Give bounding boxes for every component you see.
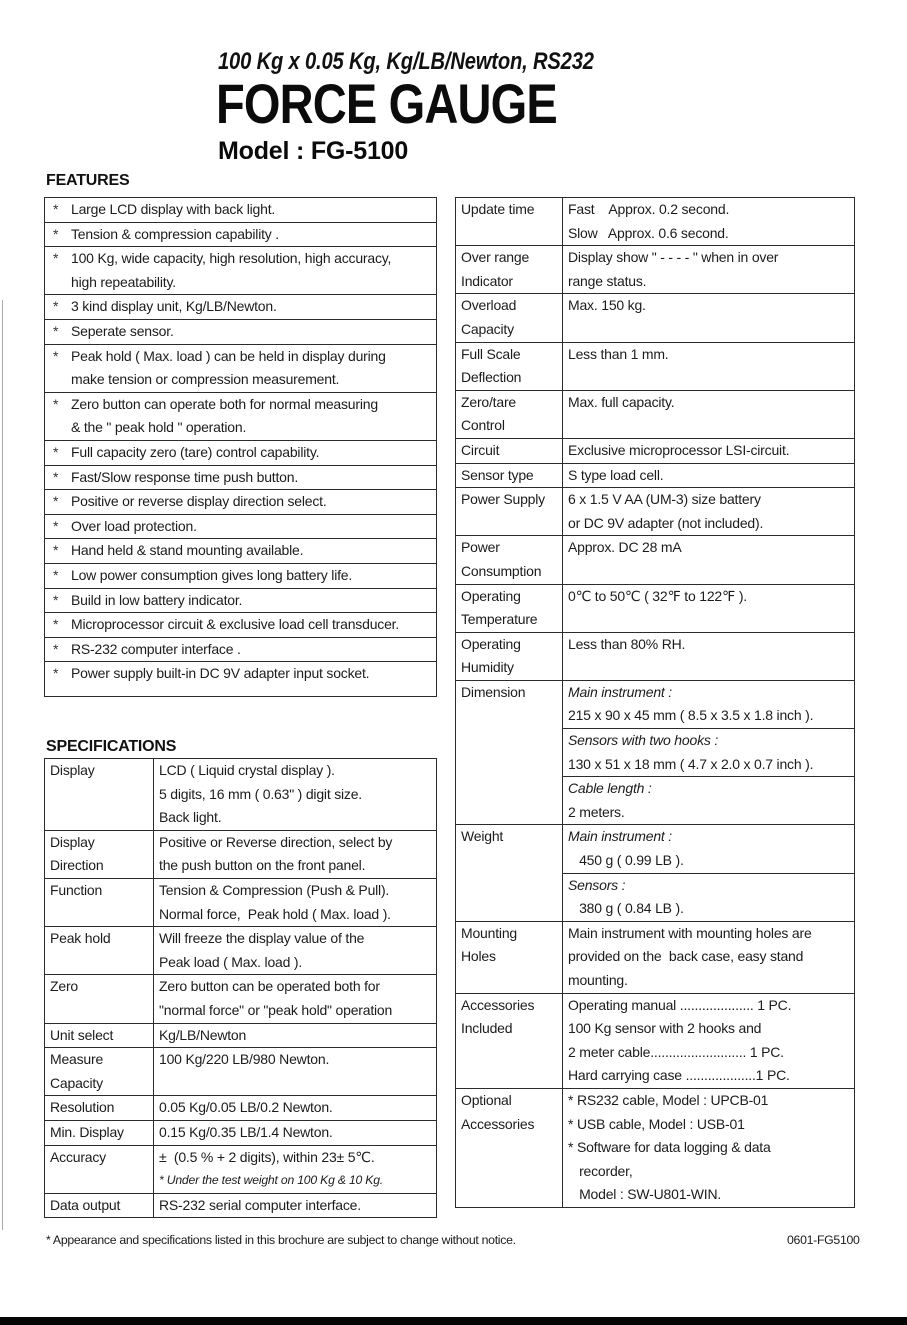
feature-text: [71, 638, 436, 662]
spec-label-line: Capacity: [50, 1074, 103, 1091]
detail-value: [563, 343, 854, 390]
feature-row: [45, 515, 436, 540]
spec-value: [154, 975, 436, 1022]
detail-label-line: Sensor type: [461, 466, 534, 483]
detail-label-line: Power: [461, 539, 500, 556]
spec-value: [154, 927, 436, 974]
detail-label-line: Update time: [461, 201, 535, 217]
scan-bottom-bar: [0, 1317, 907, 1325]
feature-bullet: *: [53, 395, 59, 412]
feature-line: & the " peak hold " operation.: [71, 419, 247, 436]
spec-label-line: Display: [50, 762, 95, 778]
detail-value-block: [563, 585, 854, 609]
detail-value: [563, 246, 854, 293]
detail-row: [456, 633, 854, 681]
detail-value-block: [563, 776, 854, 824]
spec-value-line: Positive or Reverse direction, select by: [159, 833, 393, 850]
detail-value-block: [563, 681, 854, 728]
detail-value-line: Main instrument :: [568, 828, 672, 845]
detail-label-line: Accessories: [461, 1115, 535, 1132]
spec-row: [45, 1096, 436, 1121]
feature-bullet: *: [53, 591, 59, 608]
detail-value-line: * Software for data logging & data: [568, 1139, 771, 1156]
detail-value-block: [563, 439, 854, 463]
detail-value-line: Operating manual .................... 1 PC.: [568, 996, 792, 1013]
detail-label-line: Temperature: [461, 611, 538, 628]
detail-value: [563, 994, 854, 1088]
feature-row: [45, 223, 436, 248]
detail-label-line: Included: [461, 1020, 513, 1037]
spec-value-line: Tension & Compression (Push & Pull).: [159, 881, 390, 898]
spec-label-line: Display: [50, 833, 95, 850]
spec-label: [45, 1146, 154, 1193]
detail-label-line: Overload: [461, 297, 517, 314]
feature-line: Microprocessor circuit & exclusive load cell transducer.: [71, 616, 400, 633]
detail-value-block: [563, 343, 854, 367]
spec-row: [45, 927, 436, 975]
spec-label: [45, 1048, 154, 1095]
feature-line: Low power consumption gives long battery life.: [71, 566, 353, 583]
detail-value-block: [563, 873, 854, 921]
detail-row: [456, 585, 854, 633]
detail-label: [456, 994, 563, 1088]
detail-value-line: S type load cell.: [568, 466, 664, 483]
feature-line: Over load protection.: [71, 517, 197, 534]
detail-value-block: [563, 198, 854, 245]
detail-value-block: [563, 246, 854, 293]
detail-value: [563, 294, 854, 341]
detail-row: [456, 922, 854, 994]
detail-value-line: Slow Approx. 0.6 second.: [568, 224, 729, 241]
detail-value-line: Approx. DC 28 mA: [568, 539, 682, 556]
detail-value-line: * RS232 cable, Model : UPCB-01: [568, 1091, 769, 1108]
detail-row: [456, 246, 854, 294]
spec-row: [45, 879, 436, 927]
spec-row: [45, 759, 436, 831]
feature-bullet: *: [53, 322, 59, 339]
detail-value-line: 380 g ( 0.84 LB ).: [568, 900, 684, 917]
spec-value-line: "normal force" or "peak hold" operation: [159, 1001, 393, 1018]
feature-row: [45, 198, 436, 223]
detail-value: [563, 198, 854, 245]
detail-value-line: 215 x 90 x 45 mm ( 8.5 x 3.5 x 1.8 inch ).: [568, 707, 814, 724]
spec-value-line: Peak load ( Max. load ).: [159, 953, 303, 970]
product-subtitle: 100 Kg x 0.05 Kg, Kg/LB/Newton, RS232: [218, 48, 594, 75]
features-table: [44, 197, 437, 697]
feature-row: [45, 564, 436, 589]
feature-line: Power supply built-in DC 9V adapter input socket.: [71, 665, 370, 682]
feature-line: Zero button can operate both for normal measuring: [71, 395, 378, 412]
feature-row: [45, 539, 436, 564]
spec-value: [154, 1121, 436, 1145]
feature-text: [71, 441, 436, 465]
spec-value: [154, 1096, 436, 1120]
detail-value-line: recorder,: [568, 1162, 633, 1179]
detail-label-line: Holes: [461, 948, 496, 965]
feature-bullet: *: [53, 468, 59, 485]
detail-label-line: Humidity: [461, 659, 514, 676]
spec-label: [45, 927, 154, 974]
detail-value-line: or DC 9V adapter (not included).: [568, 514, 764, 531]
feature-text: [71, 223, 436, 247]
detail-value-block: [563, 391, 854, 415]
specifications-heading: SPECIFICATIONS: [46, 738, 177, 755]
spec-value: [154, 1146, 436, 1193]
spec-value-block: [154, 879, 436, 926]
feature-line: make tension or compression measurement.: [71, 371, 340, 388]
detail-value-line: Model : SW-U801-WIN.: [568, 1186, 722, 1203]
feature-text: [71, 247, 436, 294]
feature-line: Positive or reverse display direction select.: [71, 493, 327, 510]
detail-label: [456, 488, 563, 535]
product-model: Model : FG-5100: [218, 137, 409, 165]
spec-value-line: Will freeze the display value of the: [159, 930, 365, 947]
feature-line: high repeatability.: [71, 273, 176, 290]
spec-value: [154, 1048, 436, 1095]
detail-value-line: Display show " - - - - " when in over: [568, 249, 779, 266]
detail-row: [456, 536, 854, 584]
detail-label-line: Full Scale: [461, 345, 521, 362]
detail-value: [563, 488, 854, 535]
detail-value: [563, 439, 854, 463]
spec-label-line: Measure: [50, 1051, 104, 1068]
spec-value-line: the push button on the front panel.: [159, 857, 366, 874]
spec-value-block: [154, 927, 436, 974]
detail-label-line: Power Supply: [461, 491, 545, 508]
spec-value-line: LCD ( Liquid crystal display ).: [159, 762, 335, 778]
feature-bullet: *: [53, 517, 59, 534]
detail-value-line: Cable length :: [568, 780, 652, 797]
detail-label-line: Deflection: [461, 369, 522, 386]
feature-text: [71, 613, 436, 637]
detail-label: [456, 825, 563, 920]
detail-value-line: Max. full capacity.: [568, 393, 675, 410]
spec-label: [45, 1194, 154, 1218]
spec-label: [45, 975, 154, 1022]
spec-value-line: RS-232 serial computer interface.: [159, 1196, 361, 1213]
detail-value: [563, 585, 854, 632]
spec-value: [154, 1024, 436, 1048]
spec-label: [45, 1096, 154, 1120]
feature-line: 3 kind display unit, Kg/LB/Newton.: [71, 298, 277, 315]
footer-disclaimer: * Appearance and specifications listed in this brochure are subject to change without notice.: [46, 1233, 516, 1247]
scan-edge-artifact: [2, 300, 3, 1230]
detail-value-block: [563, 633, 854, 657]
feature-row: [45, 466, 436, 491]
feature-bullet: *: [53, 665, 59, 682]
detail-label: [456, 922, 563, 993]
spec-label: [45, 879, 154, 926]
detail-label-line: Consumption: [461, 562, 542, 579]
detail-value: [563, 825, 854, 920]
feature-text: [71, 589, 436, 613]
feature-text: [71, 564, 436, 588]
feature-text: [71, 198, 436, 222]
detail-value-block: [563, 294, 854, 318]
detail-row: [456, 825, 854, 921]
detail-value-line: 100 Kg sensor with 2 hooks and: [568, 1020, 762, 1037]
feature-bullet: *: [53, 493, 59, 510]
detail-value-line: Main instrument with mounting holes are: [568, 924, 812, 941]
feature-bullet: *: [53, 225, 59, 242]
detail-value: [563, 681, 854, 825]
features-heading: FEATURES: [46, 172, 130, 189]
detail-label: [456, 633, 563, 680]
detail-value-block: [563, 464, 854, 488]
detail-row: [456, 343, 854, 391]
feature-text: [71, 295, 436, 319]
detail-label: [456, 294, 563, 341]
detail-label: [456, 439, 563, 463]
feature-row: [45, 490, 436, 515]
feature-row: [45, 393, 436, 441]
feature-line: Peak hold ( Max. load ) can be held in display during: [71, 347, 386, 364]
spec-label: [45, 1121, 154, 1145]
feature-bullet: *: [53, 443, 59, 460]
spec-value-line: Normal force, Peak hold ( Max. load ).: [159, 905, 391, 922]
detail-row: [456, 994, 854, 1089]
detail-row: [456, 681, 854, 826]
spec-label-line: Min. Display: [50, 1123, 124, 1140]
spec-value: [154, 831, 436, 878]
detail-value-block: [563, 922, 854, 993]
feature-bullet: *: [53, 298, 59, 315]
details-table: [455, 197, 855, 1208]
feature-text: [71, 466, 436, 490]
spec-label-line: Data output: [50, 1196, 121, 1213]
feature-text: [71, 345, 436, 392]
feature-line: Fast/Slow response time push button.: [71, 468, 299, 485]
product-title: FORCE GAUGE: [216, 72, 557, 135]
detail-value-block: [563, 994, 854, 1088]
feature-row: [45, 662, 436, 696]
detail-row: [456, 488, 854, 536]
detail-value-line: Fast Approx. 0.2 second.: [568, 201, 730, 217]
feature-bullet: *: [53, 566, 59, 583]
detail-row: [456, 198, 854, 246]
detail-label-line: Indicator: [461, 272, 513, 289]
spec-value: [154, 879, 436, 926]
detail-label-line: Operating: [461, 635, 521, 652]
detail-value-line: * USB cable, Model : USB-01: [568, 1115, 745, 1132]
spec-value-line: 100 Kg/220 LB/980 Newton.: [159, 1051, 330, 1068]
spec-value-line: Back light.: [159, 809, 222, 826]
spec-value-block: [154, 1096, 436, 1120]
spec-label-line: Unit select: [50, 1026, 114, 1043]
spec-value-block: [154, 1048, 436, 1072]
feature-row: [45, 320, 436, 345]
detail-label-line: Mounting: [461, 924, 517, 941]
feature-text: [71, 320, 436, 344]
detail-value-line: mounting.: [568, 972, 628, 988]
detail-row: [456, 464, 854, 489]
spec-value: [154, 1194, 436, 1218]
feature-line: 100 Kg, wide capacity, high resolution, high accuracy,: [71, 250, 392, 267]
detail-label: [456, 464, 563, 488]
detail-value-line: Hard carrying case ...................1 PC.: [568, 1067, 790, 1084]
detail-label: [456, 585, 563, 632]
feature-row: [45, 247, 436, 295]
detail-label: [456, 198, 563, 245]
spec-row: [45, 1194, 436, 1218]
spec-value-block: [154, 1121, 436, 1145]
feature-text: [71, 539, 436, 563]
detail-label-line: Dimension: [461, 683, 526, 700]
feature-bullet: *: [53, 201, 59, 217]
spec-label-line: Function: [50, 881, 103, 898]
detail-label-line: Operating: [461, 587, 521, 604]
detail-value-line: Less than 1 mm.: [568, 345, 669, 362]
spec-value-line: 5 digits, 16 mm ( 0.63" ) digit size.: [159, 785, 362, 802]
feature-bullet: *: [53, 542, 59, 559]
feature-line: Hand held & stand mounting available.: [71, 542, 304, 559]
detail-value: [563, 1089, 854, 1207]
detail-label: [456, 681, 563, 825]
spec-value-block: [154, 759, 436, 830]
detail-label-line: Weight: [461, 828, 504, 845]
detail-row: [456, 439, 854, 464]
spec-label: [45, 831, 154, 878]
detail-value-block: [563, 488, 854, 535]
spec-value-line: Kg/LB/Newton: [159, 1026, 247, 1043]
feature-row: [45, 295, 436, 320]
spec-value-line: ± (0.5 % + 2 digits), within 23± 5℃.: [159, 1148, 375, 1165]
spec-value-block: [154, 1024, 436, 1048]
feature-line: Full capacity zero (tare) control capability.: [71, 443, 320, 460]
detail-value-line: 2 meters.: [568, 803, 625, 820]
spec-label: [45, 1024, 154, 1048]
spec-row: [45, 1121, 436, 1146]
spec-label-line: Direction: [50, 857, 104, 874]
detail-label-line: Over range: [461, 249, 530, 266]
feature-text: [71, 490, 436, 514]
detail-row: [456, 391, 854, 439]
detail-label-line: Circuit: [461, 441, 500, 458]
feature-row: [45, 638, 436, 663]
spec-label-line: Accuracy: [50, 1148, 106, 1165]
spec-label-line: Zero: [50, 978, 78, 995]
spec-value-block: [154, 1194, 436, 1218]
detail-value: [563, 536, 854, 583]
detail-value-block: [563, 825, 854, 872]
detail-row: [456, 294, 854, 342]
detail-value-line: range status.: [568, 272, 647, 289]
feature-row: [45, 441, 436, 466]
feature-row: [45, 589, 436, 614]
detail-label-line: Control: [461, 417, 505, 434]
spec-row: [45, 1048, 436, 1096]
detail-value-block: [563, 728, 854, 776]
spec-label-line: Peak hold: [50, 930, 111, 947]
feature-line: Large LCD display with back light.: [71, 201, 276, 217]
spec-label: [45, 759, 154, 830]
spec-value-line: 0.15 Kg/0.35 LB/1.4 Newton.: [159, 1123, 333, 1140]
feature-text: [71, 515, 436, 539]
feature-text: [71, 662, 436, 686]
detail-label-line: Optional: [461, 1091, 512, 1108]
feature-bullet: *: [53, 616, 59, 633]
detail-value-line: Max. 150 kg.: [568, 297, 646, 314]
specifications-table: [44, 758, 437, 1218]
feature-bullet: *: [53, 250, 59, 267]
detail-value-line: 130 x 51 x 18 mm ( 4.7 x 2.0 x 0.7 inch ).: [568, 755, 814, 772]
detail-value-line: Main instrument :: [568, 683, 672, 700]
detail-value-line: 0℃ to 50℃ ( 32℉ to 122℉ ).: [568, 587, 747, 604]
spec-label-line: Resolution: [50, 1099, 115, 1116]
feature-row: [45, 345, 436, 393]
spec-value-line: * Under the test weight on 100 Kg & 10 Kg.: [159, 1173, 383, 1188]
detail-label: [456, 1089, 563, 1207]
feature-line: RS-232 computer interface .: [71, 640, 241, 657]
detail-value-line: Sensors :: [568, 876, 626, 893]
spec-value-block: [154, 975, 436, 1022]
detail-row: [456, 1089, 854, 1207]
detail-label-line: Zero/tare: [461, 393, 516, 410]
feature-line: Tension & compression capability .: [71, 225, 279, 242]
detail-value: [563, 464, 854, 488]
detail-value-line: 2 meter cable.......................... 1 PC.: [568, 1043, 784, 1060]
spec-row: [45, 975, 436, 1023]
feature-line: Build in low battery indicator.: [71, 591, 243, 608]
detail-value-block: [563, 1089, 854, 1207]
detail-label: [456, 536, 563, 583]
feature-row: [45, 613, 436, 638]
feature-text: [71, 393, 436, 440]
detail-value-line: provided on the back case, easy stand: [568, 948, 804, 965]
detail-value-line: Less than 80% RH.: [568, 635, 686, 652]
spec-value-block: [154, 1146, 436, 1193]
detail-value-line: 450 g ( 0.99 LB ).: [568, 852, 684, 869]
detail-value: [563, 922, 854, 993]
spec-row: [45, 1146, 436, 1194]
detail-value: [563, 633, 854, 680]
spec-value-line: Zero button can be operated both for: [159, 978, 380, 995]
feature-bullet: *: [53, 347, 59, 364]
detail-value-block: [563, 536, 854, 560]
detail-label-line: Accessories: [461, 996, 535, 1013]
detail-label: [456, 343, 563, 390]
spec-value-block: [154, 831, 436, 878]
detail-value-line: Exclusive microprocessor LSI-circuit.: [568, 441, 790, 458]
detail-value: [563, 391, 854, 438]
spec-row: [45, 1024, 436, 1049]
feature-line: Seperate sensor.: [71, 322, 174, 339]
detail-label: [456, 391, 563, 438]
spec-value: [154, 759, 436, 830]
detail-value-line: Sensors with two hooks :: [568, 732, 719, 749]
spec-row: [45, 831, 436, 879]
detail-label: [456, 246, 563, 293]
feature-bullet: *: [53, 640, 59, 657]
footer-doc-code: 0601-FG5100: [787, 1233, 860, 1247]
detail-value-line: 6 x 1.5 V AA (UM-3) size battery: [568, 491, 761, 508]
detail-label-line: Capacity: [461, 320, 514, 337]
spec-value-line: 0.05 Kg/0.05 LB/0.2 Newton.: [159, 1099, 333, 1116]
